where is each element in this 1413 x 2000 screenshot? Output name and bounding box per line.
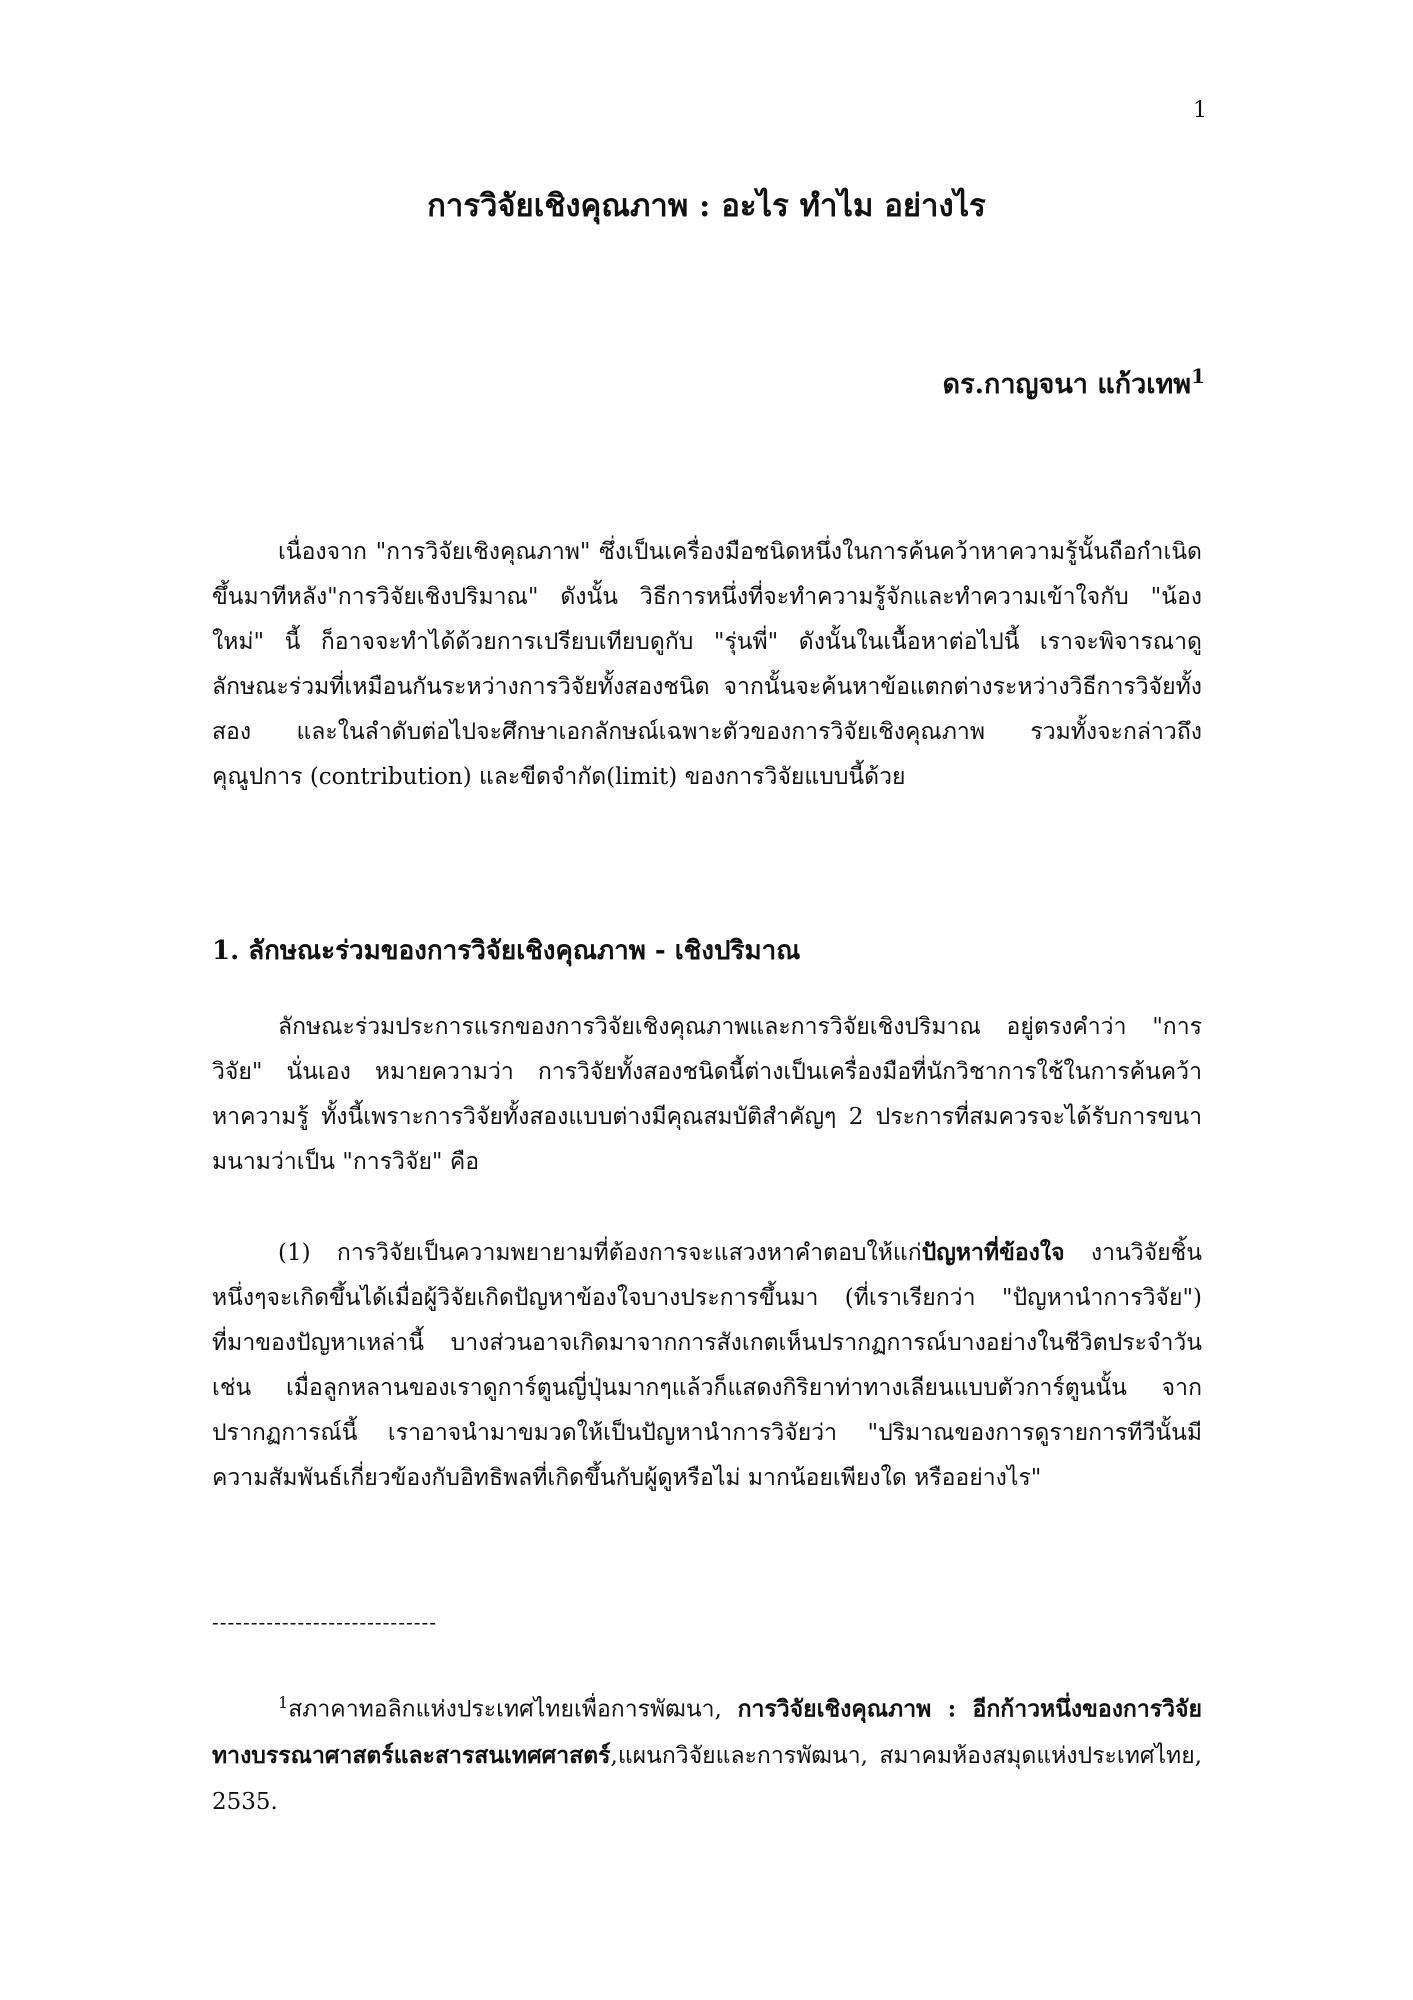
footnote [212, 1680, 1202, 1825]
document-title: การวิจัยเชิงคุณภาพ : อะไร ทำไม อย่างไร [427, 188, 986, 224]
author-name: ดร.กาญจนา แก้วเทพ [942, 369, 1192, 400]
footnote-book-title: การวิจัยเชิงคุณภาพ : อีกก้าวหนึ่งของการวิจัยทางบรรณาศาสตร์และสารสนเทศศาสตร์ [212, 1695, 1202, 1769]
author-line [943, 362, 1205, 405]
footnote-rest: ,แผนกวิจัยและการพัฒนา, สมาคมห้องสมุดแห่งประเทศไทย, 2535. [212, 1742, 1202, 1815]
point-1-emphasis: ปัญหาที่ข้องใจ [921, 1239, 1065, 1266]
point-1-rest: งานวิจัยชิ้นหนึ่งๆจะเกิดขึ้นได้เมื่อผู้วิจัยเกิดปัญหาข้องใจบางประการขึ้นมา (ที่เราเรียกว่า "ปัญหานำการวิจัย") ที่มาของปัญหาเหล่านี้ บางส่วนอาจเกิดมาจากการสังเกตเห็นปรากฏการณ์บางอย่างในชีวิตประจำวัน เช่น เมื่อลูกหลานของเราดูการ์ตูนญี่ปุ่นมากๆแล้วก็แสดงกิริยาท่าทางเลียนแบบตัวการ์ตูนนั้น จากปรากฏการณ์นี้ เราอาจนำมาขมวดให้เป็นปัญหานำการวิจัยว่า "ปริมาณของการดูรายการทีวีนั้นมีความสัมพันธ์เกี่ยวข้องกับอิทธิพลที่เกิดขึ้นกับผู้ดูหรือไม่ มากน้อยเพียงใด หรืออย่างไร" [212, 1240, 1202, 1491]
footnote-mark: 1 [278, 1693, 289, 1712]
intro-paragraph: เนื่องจาก "การวิจัยเชิงคุณภาพ" ซึ่งเป็นเครื่องมือชนิดหนึ่งในการค้นคว้าหาความรู้นั้นถือกำเนิดขึ้นมาทีหลัง"การวิจัยเชิงปริมาณ" ดังนั้น วิธีการหนึ่งที่จะทำความรู้จักและทำความเข้าใจกับ "น้องใหม่" นี้ ก็อาจจะทำได้ด้วยการเปรียบเทียบดูกับ "รุ่นพี่" ดังนั้นในเนื้อหาต่อไปนี้ เราจะพิจารณาดูลักษณะร่วมที่เหมือนกันระหว่างการวิจัยทั้งสองชนิด จากนั้นจะค้นหาข้อแตกต่างระหว่างวิธีการวิจัยทั้งสอง และในลำดับต่อไปจะศึกษาเอกลักษณ์เฉพาะตัวของการวิจัยเชิงคุณภาพ รวมทั้งจะกล่าวถึงคุณูปการ (contribution) และขีดจำกัด(limit) ของการวิจัยแบบนี้ด้วย [212, 539, 1202, 790]
footnote-divider: ----------------------------- [212, 1610, 437, 1634]
page-number: 1 [1193, 98, 1207, 123]
footnote-publisher: สภาคาทอลิกแห่งประเทศไทยเพื่อการพัฒนา, [288, 1696, 738, 1723]
section-1-point-1 [212, 1230, 1202, 1501]
author-footnote-mark: 1 [1191, 364, 1205, 388]
point-1-prefix: (1) การวิจัยเป็นความพยายามที่ต้องการจะแสวงหาคำตอบให้แก่ [278, 1240, 922, 1266]
section-1-paragraph-1: ลักษณะร่วมประการแรกของการวิจัยเชิงคุณภาพและการวิจัยเชิงปริมาณ อยู่ตรงคำว่า "การวิจัย" นั่นเอง หมายความว่า การวิจัยทั้งสองชนิดนี้ต่างเป็นเครื่องมือที่นักวิชาการใช้ในการค้นคว้าหาความรู้ ทั้งนี้เพราะการวิจัยทั้งสองแบบต่างมีคุณสมบัติสำคัญๆ 2 ประการที่สมควรจะได้รับการขนามนามว่าเป็น "การวิจัย" คือ [212, 1014, 1202, 1175]
section-1-heading: 1. ลักษณะร่วมของการวิจัยเชิงคุณภาพ - เชิงปริมาณ [212, 936, 801, 966]
